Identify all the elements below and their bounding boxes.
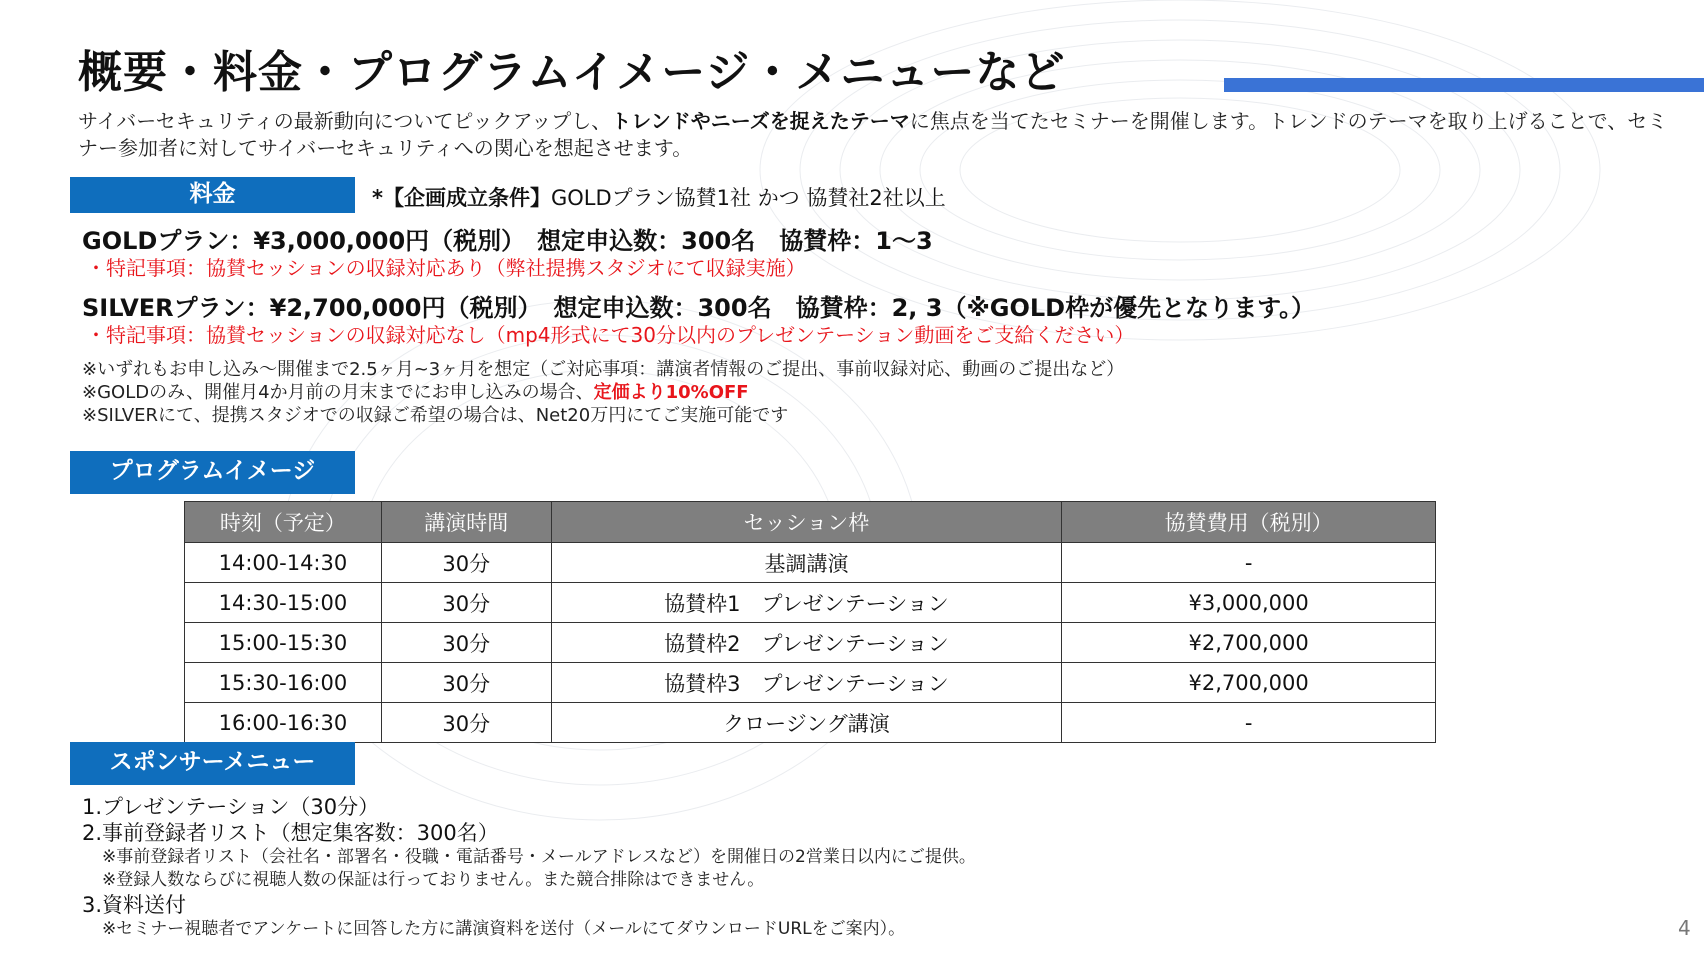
cell-session: 協賛枠3 プレゼンテーション: [551, 663, 1062, 703]
pricing-note-3: ※SILVERにて、提携スタジオでの収録ご希望の場合は、Net20万円にてご実施可能です: [82, 405, 789, 426]
menu-item-attendee-list: 2.事前登録者リスト（想定集客数：300名）: [82, 821, 499, 845]
table-row: [185, 543, 1436, 583]
cell-session: 基調講演: [551, 543, 1062, 583]
intro-bold: トレンドやニーズを捉えたテーマ: [611, 109, 910, 133]
program-table: [184, 501, 1436, 743]
pricing-note-2-prefix: ※GOLDのみ、開催月4か月前の月末までにお申し込みの場合、: [82, 382, 594, 403]
gold-plan-line: GOLDプラン：¥3,000,000円（税別） 想定申込数：300名 協賛枠：1～3: [82, 227, 933, 255]
cell-time: 15:30-16:00: [185, 663, 382, 703]
cell-duration: 30分: [381, 703, 551, 743]
table-row: [185, 623, 1436, 663]
discount-highlight: 定価より10%OFF: [593, 382, 749, 403]
cell-session: 協賛枠1 プレゼンテーション: [551, 583, 1062, 623]
cell-duration: 30分: [381, 583, 551, 623]
table-header-row: [185, 502, 1436, 543]
pricing-note-2: [82, 381, 1124, 404]
plan-condition-text: GOLDプラン協賛1社 かつ 協賛社2社以上: [550, 186, 946, 210]
cell-duration: 30分: [381, 663, 551, 703]
plan-condition: [372, 182, 946, 212]
header-duration: 講演時間: [381, 502, 551, 543]
menu-item-material-note: ※セミナー視聴者でアンケートに回答した方に講演資料を送付（メールにてダウンロードURLをご案内）。: [102, 919, 906, 939]
cell-fee: ¥3,000,000: [1062, 583, 1436, 623]
cell-fee: ¥2,700,000: [1062, 663, 1436, 703]
header-session: セッション枠: [551, 502, 1062, 543]
page-number: 4: [1678, 916, 1691, 940]
cell-fee: ¥2,700,000: [1062, 623, 1436, 663]
gold-plan-note: ・特記事項：協賛セッションの収録対応あり（弊社提携スタジオにて収録実施）: [86, 256, 806, 280]
program-section-label: プログラムイメージ: [70, 451, 355, 494]
cell-session: 協賛枠2 プレゼンテーション: [551, 623, 1062, 663]
menu-item-material: 3.資料送付: [82, 893, 187, 917]
menu-item-presentation: 1.プレゼンテーション（30分）: [82, 795, 380, 819]
sponsor-menu-list: [82, 794, 976, 941]
silver-plan-note: ・特記事項：協賛セッションの収録対応なし（mp4形式にて30分以内のプレゼンテーション動画をご支給ください）: [86, 323, 1135, 347]
pricing-note-1: ※いずれもお申し込み～開催まで2.5ヶ月~3ヶ月を想定（ご対応事項：講演者情報のご提出、事前収録対応、動画のご提出など）: [82, 359, 1125, 380]
header-time: 時刻（予定）: [185, 502, 382, 543]
pricing-section-label: 料金: [70, 177, 355, 213]
cell-time: 14:00-14:30: [185, 543, 382, 583]
cell-time: 16:00-16:30: [185, 703, 382, 743]
table-row: [185, 703, 1436, 743]
table-row: [185, 583, 1436, 623]
intro-text: [78, 108, 1678, 162]
cell-time: 15:00-15:30: [185, 623, 382, 663]
sponsor-menu-section-label: スポンサーメニュー: [70, 742, 355, 785]
cell-duration: 30分: [381, 543, 551, 583]
pricing-notes: [82, 358, 1124, 427]
menu-item-attendee-note-1: ※事前登録者リスト（会社名・部署名・役職・電話番号・メールアドレスなど）を開催日の2営業日以内にご提供。: [102, 847, 976, 867]
title-accent-bar: [1224, 78, 1704, 92]
menu-item-attendee-note-2: ※登録人数ならびに視聴人数の保証は行っておりません。また競合排除はできません。: [102, 870, 765, 890]
cell-fee: -: [1062, 543, 1436, 583]
page-title: 概要・料金・プログラムイメージ・メニューなど: [78, 47, 1066, 98]
header-fee: 協賛費用（税別）: [1062, 502, 1436, 543]
cell-session: クロージング講演: [551, 703, 1062, 743]
cell-duration: 30分: [381, 623, 551, 663]
cell-fee: -: [1062, 703, 1436, 743]
intro-part1: サイバーセキュリティの最新動向についてピックアップし、: [78, 109, 612, 133]
table-row: [185, 663, 1436, 703]
cell-time: 14:30-15:00: [185, 583, 382, 623]
silver-plan-line: SILVERプラン：¥2,700,000円（税別） 想定申込数：300名 協賛枠：2, 3（※GOLD枠が優先となります。）: [82, 294, 1316, 322]
plan-condition-label: *【企画成立条件】: [372, 186, 551, 210]
intro-part2: に焦点を当てたセミナーを開催します。トレンドのテーマを取り上げることで、セミナー参加者に対してサイバーセキュリティへの関心を想起させます。: [78, 109, 1668, 160]
